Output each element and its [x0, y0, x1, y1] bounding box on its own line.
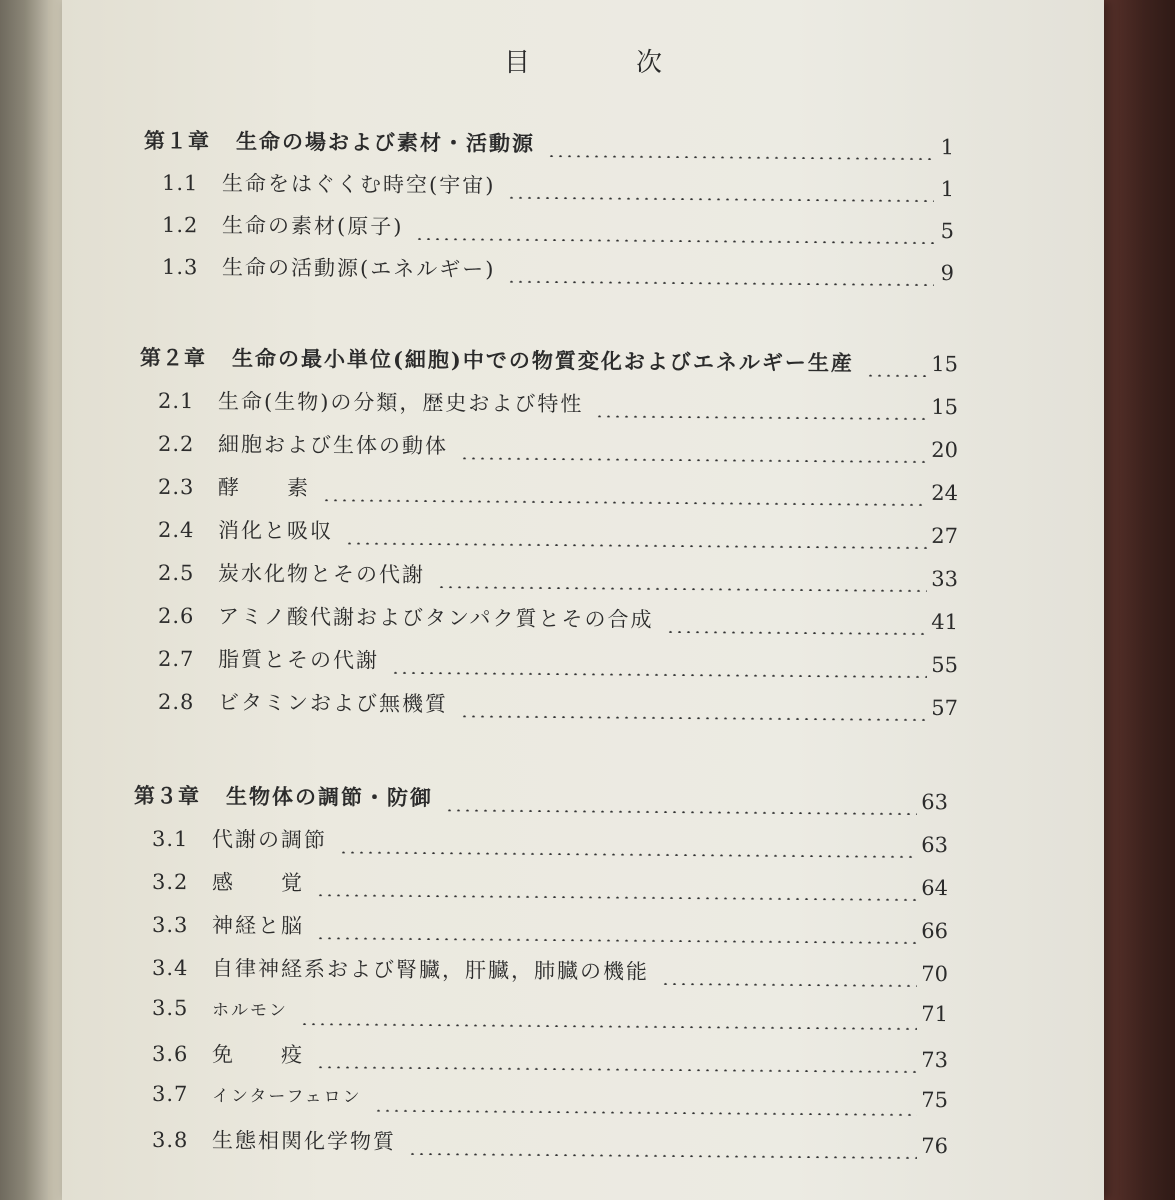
section-number: 1.1	[162, 170, 199, 196]
section-title: 神経と脳	[212, 913, 304, 939]
dot-leader	[507, 197, 934, 202]
section-title: 脂質とその代謝	[218, 647, 379, 673]
section-number: 1.2	[162, 212, 199, 238]
dot-leader	[415, 238, 934, 244]
page-number: 66	[921, 918, 948, 944]
chapter-number: 第２章	[140, 344, 206, 371]
page-number: 71	[921, 1001, 948, 1027]
dot-leader	[507, 281, 934, 286]
dot-leader	[322, 499, 927, 506]
section-number: 3.1	[152, 826, 189, 852]
section-title: 消化と吸収	[218, 518, 333, 544]
section-number: 2.6	[158, 603, 195, 629]
section-title: 代謝の調節	[212, 827, 327, 853]
page-number: 63	[921, 832, 948, 858]
dot-leader	[374, 1110, 918, 1116]
page-number: 1	[940, 135, 954, 160]
table-surface	[1100, 0, 1175, 1200]
section-number: 3.7	[152, 1081, 189, 1107]
section-title: ビタミンおよび無機質	[218, 690, 448, 717]
section-number: 1.3	[162, 254, 199, 280]
page-number: 24	[931, 480, 958, 506]
toc-section-2-1[interactable]	[158, 385, 958, 425]
section-number: 3.8	[152, 1127, 189, 1153]
section-title: 感 覚	[212, 870, 304, 896]
page-number: 57	[931, 695, 958, 721]
page-number: 1	[940, 177, 954, 202]
page-number: 75	[921, 1087, 948, 1113]
toc-section-2-7[interactable]	[158, 643, 958, 683]
dot-leader	[661, 983, 917, 987]
table-of-contents	[62, 0, 1104, 1200]
dot-leader	[460, 715, 927, 721]
toc-section-3-6[interactable]	[152, 1038, 948, 1078]
toc-section-1-3[interactable]	[162, 251, 954, 291]
toc-section-1-1[interactable]	[162, 167, 954, 207]
dot-leader	[547, 155, 934, 160]
section-number: 2.8	[158, 689, 195, 715]
section-title: 生命をはぐくむ時空(宇宙)	[222, 171, 496, 198]
section-title: アミノ酸代謝およびタンパク質とその合成	[218, 604, 654, 632]
toc-section-3-8[interactable]	[152, 1124, 948, 1164]
dot-leader	[666, 631, 928, 635]
section-number: 3.5	[152, 995, 189, 1021]
page-number: 15	[931, 394, 958, 420]
page-number: 64	[921, 875, 948, 901]
page-number: 76	[921, 1133, 948, 1159]
page-number: 27	[931, 523, 958, 549]
section-title: 自律神経系および腎臓，肝臓，肺臓の機能	[212, 956, 649, 984]
page-title: 目 次	[503, 48, 702, 78]
page-number: 9	[940, 261, 954, 286]
toc-chapter-3[interactable]	[134, 780, 948, 820]
section-title: 生命の活動源(エネルギー)	[222, 255, 496, 282]
toc-section-2-5[interactable]	[158, 557, 958, 597]
toc-section-2-2[interactable]	[158, 428, 958, 468]
section-number: 2.1	[158, 388, 195, 414]
chapter-title: 生物体の調節・防御	[226, 783, 433, 811]
section-title: ホルモン	[212, 1000, 288, 1021]
toc-section-3-1[interactable]	[152, 823, 948, 863]
dot-leader	[437, 586, 927, 592]
toc-section-3-3[interactable]	[152, 909, 948, 949]
section-number: 3.6	[152, 1041, 189, 1067]
chapter-title: 生命の最小単位(細胞)中での物質変化およびエネルギー生産	[232, 345, 854, 376]
page-number: 20	[931, 437, 958, 463]
dot-leader	[339, 851, 917, 858]
chapter-number: 第３章	[134, 782, 200, 809]
chapter-title: 生命の場および素材・活動源	[236, 128, 535, 156]
page-number: 73	[921, 1047, 948, 1073]
dot-leader	[460, 457, 927, 463]
dot-leader	[445, 809, 917, 815]
toc-section-2-3[interactable]	[158, 471, 958, 511]
dot-leader	[391, 672, 927, 678]
dot-leader	[316, 937, 917, 944]
section-number: 2.5	[158, 560, 195, 586]
dot-leader	[345, 542, 927, 549]
toc-section-3-7[interactable]	[152, 1081, 948, 1121]
section-number: 2.2	[158, 431, 195, 457]
dot-leader	[595, 415, 927, 420]
toc-section-2-4[interactable]	[158, 514, 958, 554]
page-number: 41	[931, 609, 958, 635]
toc-section-2-6[interactable]	[158, 600, 958, 640]
section-number: 3.3	[152, 912, 189, 938]
page-number: 70	[921, 961, 948, 987]
section-title: 酵 素	[218, 475, 310, 501]
section-number: 3.4	[152, 955, 189, 981]
page-number: 15	[931, 352, 958, 377]
section-title: 生態相関化学物質	[212, 1128, 396, 1154]
page-number: 63	[921, 789, 948, 815]
section-number: 2.3	[158, 474, 195, 500]
toc-chapter-1[interactable]	[144, 125, 954, 165]
toc-section-3-2[interactable]	[152, 866, 948, 906]
section-title: 免 疫	[212, 1042, 304, 1068]
section-number: 3.2	[152, 869, 189, 895]
page-number: 33	[931, 566, 958, 592]
dot-leader	[300, 1023, 917, 1030]
section-title: インターフェロン	[212, 1086, 362, 1108]
section-title: 生命の素材(原子)	[222, 213, 404, 239]
section-title: 細胞および生体の動体	[218, 432, 448, 459]
section-number: 2.4	[158, 517, 195, 543]
toc-section-3-4[interactable]	[152, 952, 948, 992]
section-title: 生命(生物)の分類，歴史および特性	[218, 389, 584, 417]
book-page	[62, 0, 1104, 1200]
toc-section-2-8[interactable]	[158, 686, 958, 726]
chapter-number: 第１章	[144, 127, 210, 154]
toc-section-3-5[interactable]	[152, 995, 948, 1035]
section-title: 炭水化物とその代謝	[218, 561, 425, 587]
dot-leader	[866, 374, 927, 376]
dot-leader	[408, 1153, 917, 1159]
page-number: 5	[940, 219, 954, 244]
section-number: 2.7	[158, 646, 195, 672]
toc-chapter-2[interactable]	[140, 342, 958, 382]
dot-leader	[316, 1066, 917, 1073]
page-number: 55	[931, 652, 958, 678]
dot-leader	[316, 894, 917, 901]
toc-section-1-2[interactable]	[162, 209, 954, 249]
